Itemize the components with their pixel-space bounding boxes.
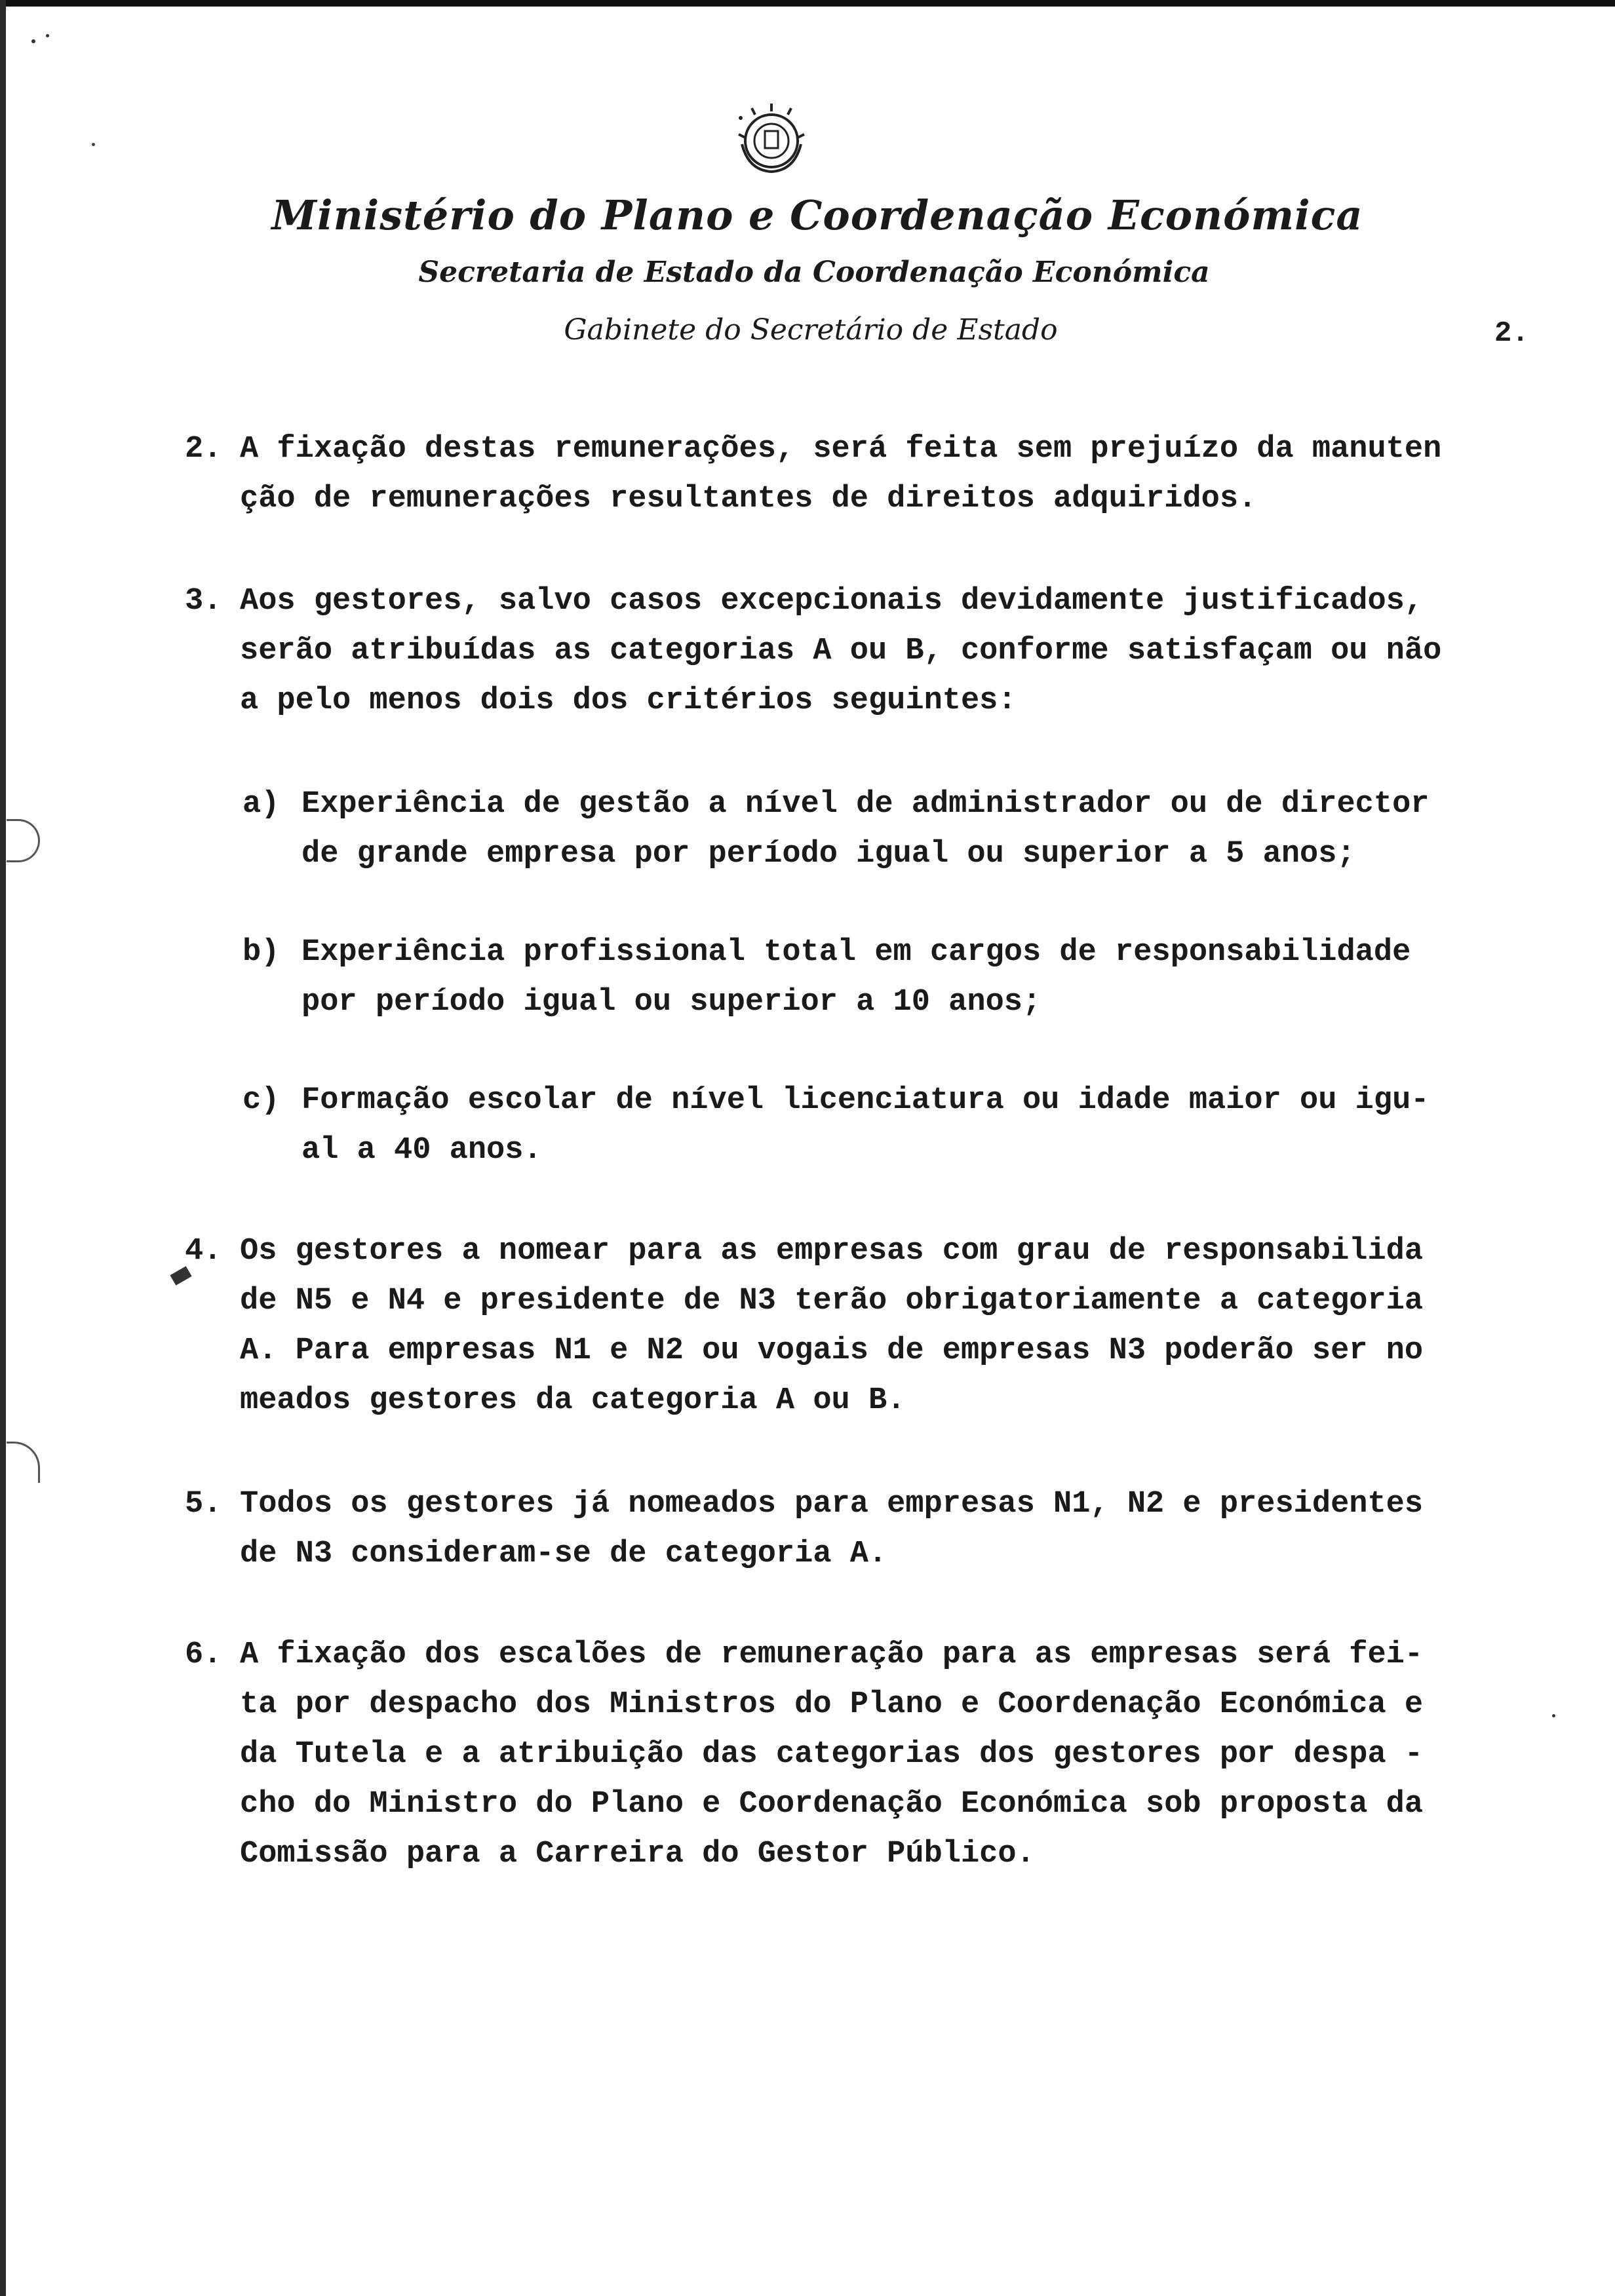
scan-speck xyxy=(1552,1714,1555,1717)
paragraph-number: 3. xyxy=(185,584,222,619)
scan-speck xyxy=(46,34,49,37)
page-number: 2. xyxy=(1494,317,1529,350)
criterion-line: Experiência de gestão a nível de administrador ou de director xyxy=(302,787,1430,822)
criterion-line: Experiência profissional total em cargos de responsabilidade xyxy=(302,935,1411,970)
paragraph-number: 5. xyxy=(185,1487,222,1521)
punch-hole-mark xyxy=(7,1442,40,1483)
criterion-line: de grande empresa por período igual ou superior a 5 anos; xyxy=(302,837,1355,871)
paragraph-line: Comissão para a Carreira do Gestor Público. xyxy=(240,1837,1035,1871)
cabinet-letterhead: Gabinete do Secretário de Estado xyxy=(564,313,1058,347)
paragraph-number: 2. xyxy=(185,432,222,467)
criterion-line: al a 40 anos. xyxy=(302,1133,542,1168)
coat-of-arms-seal-icon xyxy=(729,98,814,183)
secretariat-letterhead: Secretaria de Estado da Coordenação Económica xyxy=(418,256,1210,289)
criterion-line: Formação escolar de nível licenciatura ou idade maior ou igu- xyxy=(302,1083,1430,1118)
paragraph-line: Todos os gestores já nomeados para empresas N1, N2 e presidentes xyxy=(240,1487,1424,1521)
criterion-line: por período igual ou superior a 10 anos; xyxy=(302,985,1041,1020)
punch-hole-mark xyxy=(7,819,40,862)
paragraph-number: 4. xyxy=(185,1234,222,1269)
paragraph-line: ta por despacho dos Ministros do Plano e Coordenação Económica e xyxy=(240,1687,1424,1722)
paragraph-line: A fixação destas remunerações, será feita sem prejuízo da manuten xyxy=(240,432,1442,467)
criterion-letter: b) xyxy=(243,935,280,970)
criterion-letter: a) xyxy=(243,787,280,822)
paragraph-line: Os gestores a nomear para as empresas com grau de responsabilida xyxy=(240,1234,1424,1269)
ministry-letterhead: Ministério do Plano e Coordenação Económica xyxy=(271,191,1363,239)
paragraph-line: A fixação dos escalões de remuneração para as empresas será fei- xyxy=(240,1637,1424,1672)
paragraph-line: meados gestores da categoria A ou B. xyxy=(240,1383,906,1418)
paragraph-line: da Tutela e a atribuição das categorias dos gestores por despa - xyxy=(240,1737,1424,1772)
scan-speck xyxy=(31,39,35,43)
paragraph-line: serão atribuídas as categorias A ou B, conforme satisfaçam ou não xyxy=(240,634,1442,668)
criterion-letter: c) xyxy=(243,1083,280,1118)
paragraph-line: A. Para empresas N1 e N2 ou vogais de empresas N3 poderão ser no xyxy=(240,1333,1424,1368)
paragraph-line: Aos gestores, salvo casos excepcionais devidamente justificados, xyxy=(240,584,1424,619)
paragraph-line: ção de remunerações resultantes de direitos adquiridos. xyxy=(240,482,1257,516)
paragraph-line: de N5 e N4 e presidente de N3 terão obrigatoriamente a categoria xyxy=(240,1284,1424,1318)
paragraph-line: cho do Ministro do Plano e Coordenação Económica sob proposta da xyxy=(240,1787,1424,1822)
paragraph-line: de N3 consideram-se de categoria A. xyxy=(240,1537,887,1571)
paragraph-number: 6. xyxy=(185,1637,222,1672)
scan-border-top xyxy=(0,0,1615,7)
scan-speck xyxy=(92,143,95,146)
paragraph-line: a pelo menos dois dos critérios seguintes: xyxy=(240,683,1017,718)
